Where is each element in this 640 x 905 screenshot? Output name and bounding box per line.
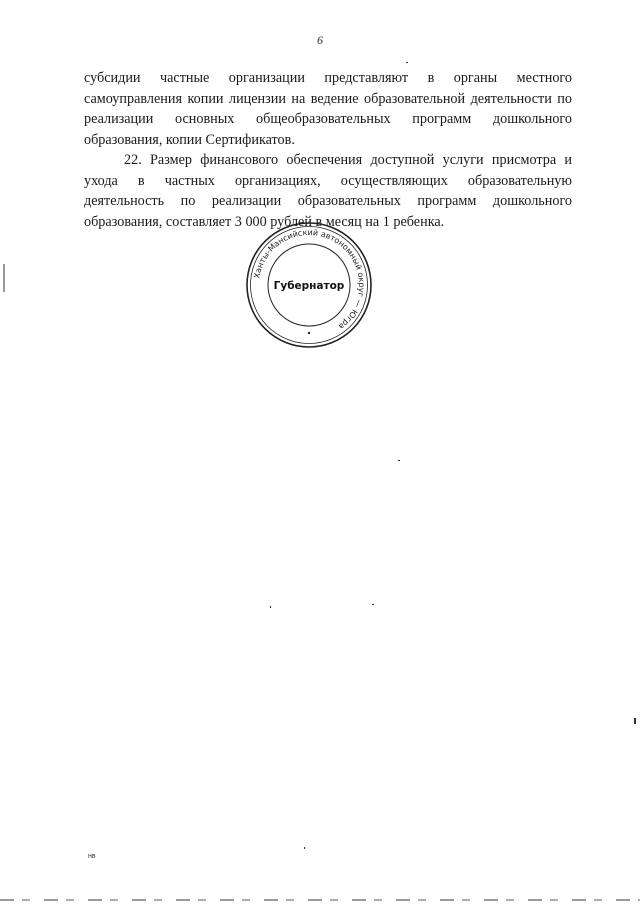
governor-seal: [244, 220, 374, 350]
seal-ring-text: Ханты-Мансийский автономный округ — Югра: [252, 227, 367, 332]
scan-speck: [270, 606, 271, 608]
scan-speck: [304, 847, 305, 849]
scan-speck: [406, 62, 408, 63]
footer-code: нв: [88, 853, 96, 860]
scan-bottom-edge: [0, 899, 640, 901]
seal-dot: [308, 332, 310, 334]
scan-speck: [372, 604, 374, 605]
scan-edge-mark: [3, 264, 5, 292]
paragraph-22: 22. Размер финансового обеспечения доступной услуги присмотра и ухода в частных организациях, осуществляющих образовательную деятельность по реализации образовательных программ дошкольного образования, составляет 3 000 рублей в месяц на 1 ребенка.: [84, 152, 572, 230]
scan-speck: [398, 460, 400, 461]
page-number: 6: [317, 33, 323, 47]
document-body: [84, 68, 572, 232]
seal-center-text: Губернатор: [273, 280, 345, 292]
paragraph-continuation: субсидии частные организации представляют в органы местного самоуправления копии лицензии на ведение образовательной деятельности по реализации основных общеобразовательных программ дошкольного образования, копии Сертификатов.: [84, 70, 572, 148]
scan-speck: [634, 718, 636, 724]
